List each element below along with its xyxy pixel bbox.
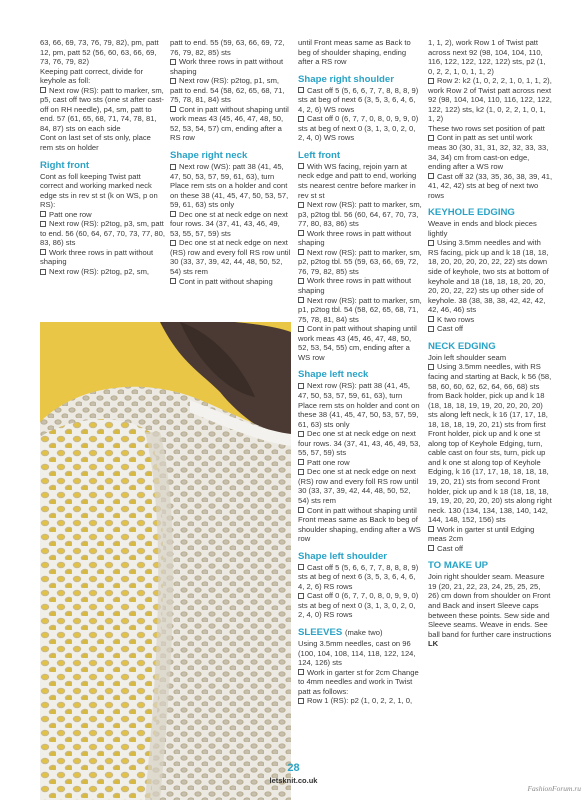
- section-heading-left-front: Left front: [298, 149, 341, 161]
- section-heading-to-make-up: TO MAKE UP: [428, 560, 489, 572]
- instruction-step: K two rows: [428, 315, 553, 325]
- text-paragraph: Weave in ends and block pieces lightly: [428, 219, 537, 238]
- instruction-step: Work in garter st until Edging meas 2cm: [428, 525, 553, 544]
- instruction-step: Cast off 0 (6, 7, 7, 0, 8, 0, 9, 9, 0) sts at beg of next 0 (3, 1, 3, 0, 2, 0, 2, 4, 0) RS rows: [298, 591, 422, 620]
- instruction-step: Next row (RS): patt to marker, sm, p1, p2tog tbl. 54 (58, 62, 65, 68, 71, 75, 78, 81, 84) sts: [298, 295, 422, 324]
- site-url: letsknit.co.uk: [269, 776, 318, 785]
- instruction-step: Work in garter st for 2cm Change to 4mm needles and work in Twist patt as follows:: [298, 668, 422, 697]
- instruction-step: Cast off 5 (5, 6, 6, 7, 7, 8, 8, 8, 9) sts at beg of next 6 (3, 5, 3, 6, 4, 6, 4, 2, 6) RS rows: [298, 563, 422, 592]
- section-heading-right-front: Right front: [40, 159, 90, 171]
- pattern-column-4: [428, 38, 553, 649]
- instruction-step: Work three rows in patt without shaping: [298, 229, 422, 248]
- text-paragraph: Keeping patt correct, divide for keyhole as foll:: [40, 66, 143, 86]
- text-paragraph: 1, 1, 2), work Row 1 of Twist patt across next 92 (98, 104, 104, 110, 116, 122, 122, 122, 122) sts, p2 (1, 0, 2, 2, 1, 0, 1, 1, 2): [428, 38, 546, 76]
- instruction-step: Cont in patt without shaping: [170, 277, 292, 287]
- text-paragraph: 63, 66, 69, 73, 76, 79, 82), pm, patt 12, pm, patt 52 (56, 60, 63, 66, 69, 73, 76, 79, 82): [40, 38, 159, 67]
- pattern-column-1: [40, 38, 166, 277]
- sweater-photo: [40, 322, 291, 800]
- instruction-step: Cont in patt without shaping until Front meas same as Back to beg of shoulder shaping, ending after a WS row: [298, 505, 421, 544]
- text-paragraph: Cont on last set of sts only, place rem sts on holder: [40, 133, 151, 153]
- instruction-step: Work three rows in patt without shaping: [298, 276, 422, 295]
- instruction-step: Work three rows in patt without shaping: [170, 57, 292, 76]
- instruction-step: Row 1 (RS): p2 (1, 0, 2, 2, 1, 0,: [298, 696, 422, 706]
- instruction-step: Cont in patt without shaping until work meas 43 (45, 46, 47, 48, 50, 52, 53, 54, 55) cm, ending after a WS row: [298, 324, 422, 362]
- instruction-step: Cast off 5 (5, 6, 6, 7, 7, 8, 8, 8, 9) sts at beg of next 6 (3, 5, 3, 6, 4, 6, 4, 2, 6) WS rows: [298, 86, 422, 115]
- instruction-step: Cont in patt without shaping until work meas 43 (45, 46, 47, 48, 50, 52, 53, 54, 57) cm, ending after a RS row: [170, 105, 292, 143]
- instruction-step: Cast off: [428, 544, 553, 554]
- instruction-step: Cast off 0 (6, 7, 7, 0, 8, 0, 9, 9, 0) sts at beg of next 0 (3, 1, 3, 0, 2, 0, 2, 4, 0) WS rows: [298, 114, 422, 143]
- instruction-step: Dec one st at neck edge on next (RS) row and every foll RS row until 30 (33, 37, 39, 42, 44, 48, 50, 52, 54) sts rem: [170, 238, 291, 277]
- sweater-photo-graphic: [40, 322, 291, 800]
- instruction-step: Row 2: k2 (1, 0, 2, 2, 1, 0, 1, 1, 2), work Row 2 of Twist patt across next 92 (98, 104, 104, 110, 116, 122, 122, 122, 122) sts, k2 (1, 0, 2, 2, 1, 0, 1, 1, 2): [428, 76, 552, 124]
- instruction-step: Dec one st at neck edge on next four rows. 34 (37, 41, 43, 46, 49, 53, 55, 57, 59) sts: [298, 429, 421, 458]
- sleeves-note: (make two): [344, 627, 383, 637]
- text-paragraph: These two rows set position of patt: [428, 123, 545, 133]
- section-heading-neck-edging: NECK EDGING: [428, 340, 496, 352]
- end-mark: LK: [428, 639, 439, 649]
- watermark-text: FashionForum.ru: [527, 784, 581, 793]
- pattern-column-2: [170, 38, 292, 286]
- make-up-text: Join right shoulder seam. Measure 19 (20, 21, 22, 23, 24, 25, 25, 25, 26) cm down from shoulder on Front and Back and insert Sleeve caps between these points. Sew side and Sleeve seams. Weave in ends. See ball band for further care instructions: [428, 572, 552, 639]
- page-number: 28: [287, 762, 300, 774]
- instruction-step: Cont in patt as set until work meas 30 (30, 31, 31, 32, 32, 33, 33, 34, 34) cm from cast-on edge, ending after a WS row: [428, 133, 553, 171]
- instruction-step: With WS facing, rejoin yarn at neck edge and patt to end, working sts nearest centre before marker in rev st st: [298, 162, 422, 200]
- section-heading-shape-right-shoulder: Shape right shoulder: [298, 73, 394, 85]
- instruction-step: Next row (RS): patt 38 (41, 45, 47, 50, 53, 57, 59, 61, 63), turn Place rem sts on holder and cont on these 38 (41, 45, 47, 50, 53, 57, 59, 61, 63) sts only: [298, 381, 422, 429]
- instruction-step: Next row (WS): patt 38 (41, 45, 47, 50, 53, 57, 59, 61, 63), turn Place rem sts on a holder and cont on these 38 (41, 45, 47, 50, 53, 57, 59, 61, 63) sts only: [170, 162, 292, 210]
- instruction-step: Next row (RS): p2tog, p3, sm, patt to end. 56 (60, 64, 67, 70, 73, 77, 80, 83, 86) sts: [40, 219, 165, 248]
- text-paragraph: Using 3.5mm needles, cast on 96 (100, 104, 108, 114, 118, 122, 124, 124, 126) sts: [298, 638, 416, 668]
- instruction-step: Cast off: [428, 324, 553, 334]
- instruction-step: Work three rows in patt without shaping: [40, 248, 166, 267]
- instruction-step: Next row (RS): p2tog, p2, sm,: [40, 267, 166, 277]
- instruction-step: Dec one st at neck edge on next (RS) row and every foll RS row until 30 (33, 37, 39, 42, 44, 48, 50, 52, 54) sts rem: [298, 467, 422, 505]
- text-paragraph: Cont as foll keeping Twist patt correct and working marked neck edge sts in rev st st (k on WS, p on RS):: [40, 171, 158, 210]
- text-paragraph: patt to end. 55 (59, 63, 66, 69, 72, 76, 79, 82, 85) sts: [170, 38, 285, 57]
- instruction-step: Next row (RS): p2tog, p1, sm, patt to end. 54 (58, 62, 65, 68, 71, 75, 78, 81, 84) sts: [170, 76, 292, 105]
- instruction-step: Patt one row: [40, 210, 166, 220]
- text-paragraph: Join left shoulder seam: [428, 352, 507, 362]
- instruction-step: Using 3.5mm needles and with RS facing, pick up and k 18 (18, 18, 18, 20, 20, 20, 20, 22, 22) sts down side of keyhole, two sts at bottom of keyhole and 18 (18, 18, 18, 20, 20, 20, 20, 22, 22) sts up other side of keyhole. 38 (38, 38, 38, 42, 42, 42, 42, 46, 46) sts: [428, 238, 553, 314]
- section-heading-shape-left-neck: Shape left neck: [298, 369, 369, 381]
- section-heading-shape-right-neck: Shape right neck: [170, 150, 248, 162]
- instruction-step: Next row (RS): patt to marker, sm, p2, p2tog tbl. 55 (59, 63, 66, 69, 72, 76, 79, 82, 85) sts: [298, 247, 422, 276]
- section-heading-shape-left-shoulder: Shape left shoulder: [298, 550, 388, 562]
- instruction-step: Cast off 32 (33, 35, 36, 38, 39, 41, 41, 42, 42) sts at beg of next two rows: [428, 171, 553, 200]
- text-paragraph: [428, 572, 553, 648]
- instruction-step: Dec one st at neck edge on next four rows. 34 (37, 41, 43, 46, 49, 53, 55, 57, 59) sts: [170, 210, 292, 239]
- text-paragraph: until Front meas same as Back to beg of shoulder shaping, ending after a RS row: [298, 38, 411, 67]
- pattern-column-3: [298, 38, 422, 706]
- instruction-step: Using 3.5mm needles, with RS facing and starting at Back, k 56 (58, 58, 60, 60, 62, 62, 64, 66, 68) sts from Back holder, pick up and k 18 (18, 18, 18, 19, 19, 20, 20, 20, 20) sts along left neck, k 16 (17, 17, 18, 18, 18, 18, 19, 20, 21) sts from first Front holder, pick up and k one st along top of Keyhole Edging, turn, cable cast on four sts, turn, pick up and k one st along top of Keyhole Edging, k 16 (17, 17, 18, 18, 18, 18, 19, 20, 21) sts from second Front holder, pick up and k 18 (18, 18, 18, 19, 19, 20, 20, 20, 20) sts along right neck. 130 (134, 134, 138, 140, 142, 144, 148, 152, 156) sts: [428, 362, 552, 525]
- section-heading-keyhole-edging: KEYHOLE EDGING: [428, 207, 515, 219]
- instruction-step: Patt one row: [298, 458, 422, 468]
- instruction-step: Next row (RS): patt to marker, sm, p5, cast off two sts (one st after cast-off on RH needle), p4, sm, patt to end. 57 (61, 65, 68, 71, 74, 78, 81, 84, 87) sts on each side: [40, 86, 166, 134]
- section-heading-sleeves: [298, 627, 422, 638]
- sleeves-title: SLEEVES: [298, 626, 343, 638]
- instruction-step: Next row (RS): patt to marker, sm, p3, p2tog tbl. 56 (60, 64, 67, 70, 73, 77, 80, 83, 86) sts: [298, 200, 422, 229]
